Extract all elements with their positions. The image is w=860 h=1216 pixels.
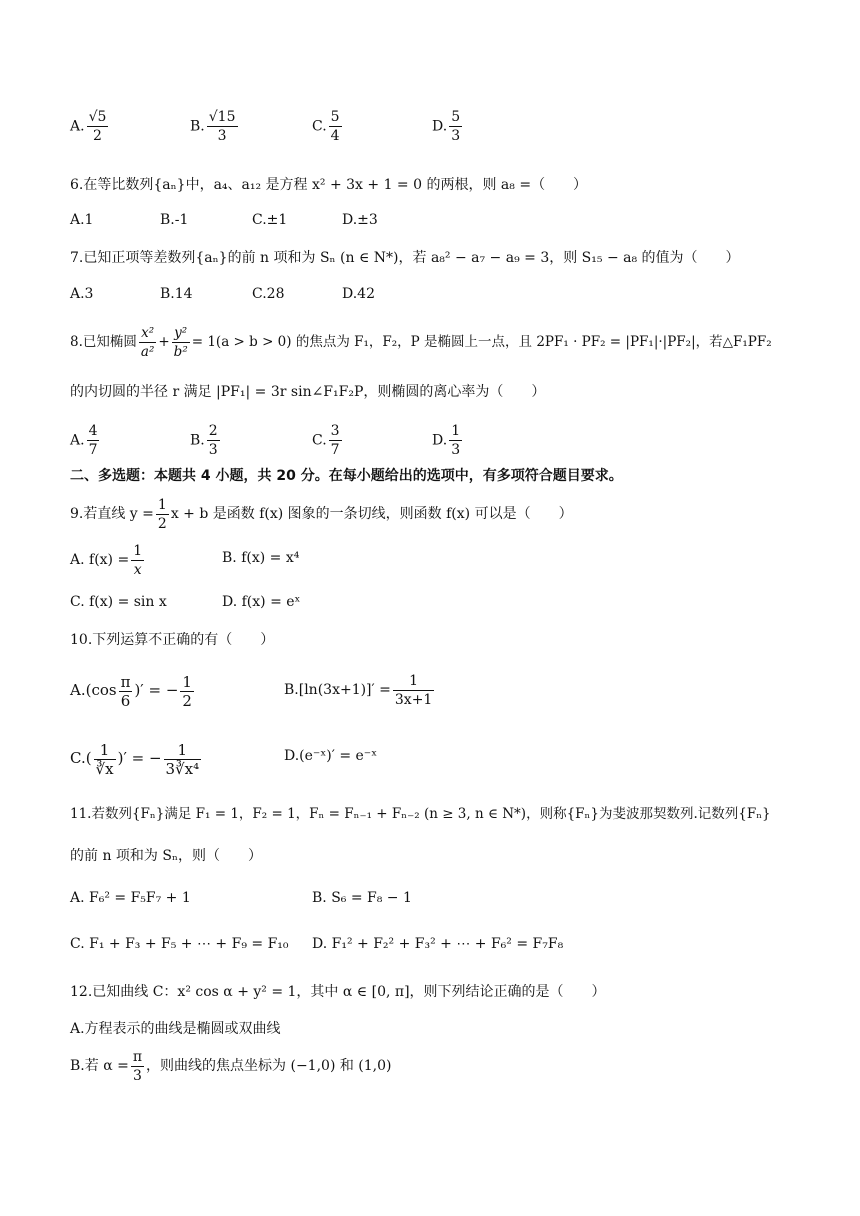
denominator: 3 (132, 1067, 142, 1084)
numerator: 1 (451, 423, 461, 439)
q7-option-b: B.14 (160, 286, 193, 302)
q11-option-c: C. F₁ + F₃ + F₅ + ⋯ + F₉ = F₁₀ (70, 936, 289, 952)
q6-option-c: C.±1 (252, 212, 288, 228)
q12-stem: 12.已知曲线 C：x² cos α + y² = 1，其中 α ∈ [0, π]，则下列结论正确的是（ ） (70, 984, 606, 1000)
numerator: 1 (164, 741, 202, 760)
q12-option-b (70, 1046, 392, 1086)
denominator: 3 (208, 442, 218, 458)
option-label: A. (70, 118, 85, 135)
denominator: b² (173, 344, 188, 360)
q6-option-a: A.1 (70, 212, 94, 228)
fraction (172, 324, 190, 361)
option-label: C. (312, 432, 327, 449)
fraction (87, 422, 100, 459)
q7-option-d: D.42 (342, 286, 375, 302)
denominator: 2 (182, 691, 192, 710)
denominator: ∛x (95, 759, 114, 778)
option-label: D. (432, 118, 448, 135)
fraction (207, 422, 220, 459)
numerator: √15 (208, 109, 236, 125)
numerator: y² (172, 324, 190, 343)
fraction (119, 673, 133, 710)
q12-option-a: A.方程表示的曲线是椭圆或双曲线 (70, 1021, 281, 1037)
q6-stem: 6.在等比数列{aₙ}中，a₄、a₁₂ 是方程 x² + 3x + 1 = 0 的两根，则 a₈ =（ ） (70, 177, 588, 193)
numerator: 1 (393, 672, 434, 691)
q10-option-d: D.(e⁻ˣ)′ = e⁻ˣ (284, 748, 378, 764)
q11-option-b: B. S₆ = F₈ − 1 (312, 890, 412, 906)
fraction (131, 1048, 144, 1085)
fraction (87, 108, 109, 145)
q8-option-c (312, 422, 344, 459)
q11-option-d: D. F₁² + F₂² + F₃² + ⋯ + F₆² = F₇F₈ (312, 936, 564, 952)
numerator: 1 (182, 672, 192, 691)
fraction (94, 741, 116, 778)
denominator: 6 (120, 691, 131, 710)
q10-option-c (70, 736, 203, 780)
q9-option-d: D. f(x) = eˣ (222, 594, 301, 610)
fraction (393, 672, 434, 709)
denominator: 3x+1 (394, 691, 433, 708)
q8-option-a (70, 422, 101, 459)
numerator: x² (139, 324, 156, 343)
expr-open: (cos (85, 681, 117, 699)
section-heading-multiple-choice: 二、多选题：本题共 4 小题，共 20 分。在每小题给出的选项中，有多项符合题目要求。 (70, 468, 623, 484)
option-prefix: B.若 α = (70, 1058, 129, 1074)
q7-option-a: A.3 (70, 286, 94, 302)
numerator: 1 (157, 496, 167, 513)
fraction (329, 422, 342, 459)
plus-sign: + (158, 334, 170, 350)
numerator: π (132, 1048, 143, 1065)
q10-option-a (70, 668, 196, 712)
q8-stem-line1 (70, 322, 800, 362)
numerator: 4 (88, 423, 98, 439)
q9-option-c: C. f(x) = sin x (70, 594, 167, 610)
option-label: A. (70, 432, 85, 449)
numerator: 2 (208, 423, 218, 439)
denominator: 3∛x⁴ (165, 759, 200, 778)
q5-option-b (190, 108, 240, 145)
q9-stem (70, 494, 800, 534)
q9-option-a (70, 540, 146, 580)
q8-rest: = 1(a > b > 0) 的焦点为 F₁，F₂，P 是椭圆上一点，且 2PF₁ · PF₂ = |PF₁|·|PF₂|，若△F₁PF₂ (191, 334, 772, 350)
fraction (131, 542, 144, 579)
numerator: π (120, 672, 131, 691)
q7-option-c: C.28 (252, 286, 285, 302)
denominator: 2 (157, 515, 167, 532)
numerator: 5 (330, 109, 340, 125)
q10-option-b (284, 668, 436, 712)
q5-option-c (312, 108, 344, 145)
q9-rest: x + b 是函数 f(x) 图象的一条切线，则函数 f(x) 可以是（ ） (170, 506, 573, 522)
fraction (449, 108, 462, 145)
fraction (329, 108, 342, 145)
fraction (156, 496, 169, 533)
q9-option-b: B. f(x) = x⁴ (222, 550, 300, 566)
q5-option-a (70, 108, 110, 145)
q8-option-b (190, 422, 222, 459)
option-prefix: B.[ln(3x+1)]′ = (284, 682, 391, 698)
denominator: 3 (451, 128, 461, 144)
fraction (207, 108, 238, 145)
denominator: x (133, 561, 142, 578)
option-prefix: A. f(x) = (70, 552, 130, 568)
option-rest: ，则曲线的焦点坐标为 (−1,0) 和 (1,0) (146, 1058, 392, 1074)
q8-stem-line2: 的内切圆的半径 r 满足 |PF₁| = 3r sin∠F₁F₂P，则椭圆的离心率为（ ） (70, 384, 546, 400)
fraction (164, 741, 202, 778)
fraction (139, 324, 156, 361)
fraction (449, 422, 462, 459)
numerator: 3 (330, 423, 340, 439)
option-label: A. (70, 681, 86, 699)
denominator: a² (140, 344, 155, 360)
q10-stem: 10.下列运算不正确的有（ ） (70, 632, 275, 648)
numerator: 1 (94, 741, 116, 760)
denominator: 4 (330, 128, 340, 144)
q6-option-b: B.-1 (160, 212, 189, 228)
expr-close: )′ = − (117, 749, 162, 767)
option-label: B. (190, 118, 205, 135)
option-label: D. (432, 432, 448, 449)
denominator: 3 (217, 128, 227, 144)
numerator: √5 (88, 109, 107, 125)
denominator: 7 (330, 442, 340, 458)
q11-stem-line2: 的前 n 项和为 Sₙ，则（ ） (70, 848, 263, 864)
numerator: 5 (451, 109, 461, 125)
q6-option-d: D.±3 (342, 212, 378, 228)
denominator: 2 (93, 128, 102, 144)
q9-prefix: 9.若直线 y = (70, 506, 154, 522)
q7-stem: 7.已知正项等差数列{aₙ}的前 n 项和为 Sₙ (n ∈ N*)，若 a₈² − a₇ − a₉ = 3，则 S₁₅ − a₈ 的值为（ ） (70, 250, 740, 266)
denominator: 7 (88, 442, 98, 458)
expr-close: )′ = − (134, 681, 179, 699)
q8-prefix: 8.已知椭圆 (70, 334, 137, 350)
denominator: 3 (451, 442, 461, 458)
option-label: B. (190, 432, 205, 449)
q5-option-d (432, 108, 464, 145)
numerator: 1 (133, 542, 143, 559)
option-label: C. (312, 118, 327, 135)
q11-option-a: A. F₆² = F₅F₇ + 1 (70, 890, 191, 906)
q8-option-d (432, 422, 464, 459)
q11-stem-line1: 11.若数列{Fₙ}满足 F₁ = 1，F₂ = 1，Fₙ = Fₙ₋₁ + Fₙ₋₂ (n ≥ 3, n ∈ N*)，则称{Fₙ}为斐波那契数列.记数列{Fₙ} (70, 806, 771, 822)
expr-open: C.( (70, 749, 92, 767)
fraction (180, 673, 194, 710)
